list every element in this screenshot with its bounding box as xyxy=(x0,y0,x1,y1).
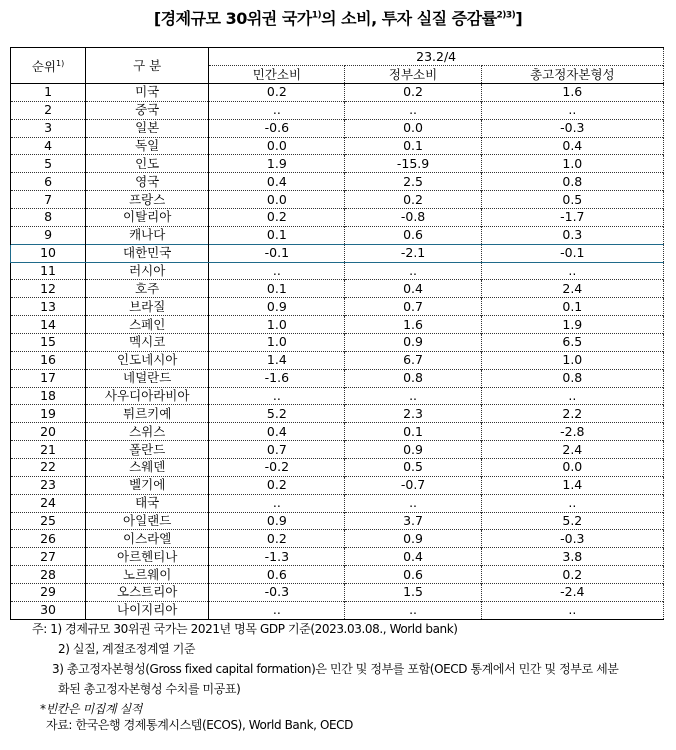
table-row xyxy=(11,334,664,352)
rank-cell: 7 xyxy=(11,191,86,209)
private-consumption-cell: 0.2 xyxy=(209,530,345,548)
gfcf-cell: -0.1 xyxy=(481,244,663,262)
country-cell: 폴란드 xyxy=(86,441,209,459)
private-consumption-cell: 0.9 xyxy=(209,512,345,530)
table-row xyxy=(11,476,664,494)
table-row xyxy=(11,226,664,244)
country-cell: 인도네시아 xyxy=(86,351,209,369)
rank-cell: 6 xyxy=(11,173,86,191)
rank-cell: 15 xyxy=(11,334,86,352)
private-consumption-cell: .. xyxy=(209,101,345,119)
government-consumption-cell: 0.2 xyxy=(345,84,481,102)
rank-cell: 22 xyxy=(11,459,86,477)
gfcf-cell: 0.5 xyxy=(481,191,663,209)
country-cell: 프랑스 xyxy=(86,191,209,209)
government-consumption-cell: 0.4 xyxy=(345,548,481,566)
header-gross-fixed-capital-formation: 총고정자본형성 xyxy=(481,66,663,84)
table-row xyxy=(11,494,664,512)
government-consumption-cell: 0.0 xyxy=(345,119,481,137)
private-consumption-cell: 1.0 xyxy=(209,334,345,352)
private-consumption-cell: 0.4 xyxy=(209,423,345,441)
government-consumption-cell: 0.2 xyxy=(345,191,481,209)
table-row xyxy=(11,137,664,155)
government-consumption-cell: .. xyxy=(345,494,481,512)
gfcf-cell: 2.4 xyxy=(481,280,663,298)
table-row xyxy=(11,280,664,298)
rank-cell: 17 xyxy=(11,369,86,387)
government-consumption-cell: 0.9 xyxy=(345,530,481,548)
private-consumption-cell: 0.1 xyxy=(209,280,345,298)
gfcf-cell: .. xyxy=(481,101,663,119)
gfcf-cell: 1.0 xyxy=(481,351,663,369)
rank-cell: 28 xyxy=(11,566,86,584)
country-cell: 스웨덴 xyxy=(86,459,209,477)
consumption-investment-table xyxy=(10,47,664,620)
government-consumption-cell: .. xyxy=(345,262,481,280)
gfcf-cell: 3.8 xyxy=(481,548,663,566)
private-consumption-cell: .. xyxy=(209,387,345,405)
table-row xyxy=(11,351,664,369)
rank-cell: 30 xyxy=(11,601,86,619)
government-consumption-cell: 3.7 xyxy=(345,512,481,530)
private-consumption-cell: 0.2 xyxy=(209,84,345,102)
page-title xyxy=(0,6,676,29)
government-consumption-cell: 0.8 xyxy=(345,369,481,387)
government-consumption-cell: 0.9 xyxy=(345,441,481,459)
country-cell: 영국 xyxy=(86,173,209,191)
government-consumption-cell: .. xyxy=(345,601,481,619)
private-consumption-cell: -1.3 xyxy=(209,548,345,566)
private-consumption-cell: 0.9 xyxy=(209,298,345,316)
country-cell: 미국 xyxy=(86,84,209,102)
government-consumption-cell: -0.7 xyxy=(345,476,481,494)
country-cell: 브라질 xyxy=(86,298,209,316)
table-row xyxy=(11,244,664,262)
country-cell: 노르웨이 xyxy=(86,566,209,584)
gfcf-cell: .. xyxy=(481,601,663,619)
rank-cell: 13 xyxy=(11,298,86,316)
country-cell: 네덜란드 xyxy=(86,369,209,387)
rank-cell: 19 xyxy=(11,405,86,423)
table-row xyxy=(11,84,664,102)
rank-cell: 25 xyxy=(11,512,86,530)
table-row xyxy=(11,512,664,530)
private-consumption-cell: .. xyxy=(209,494,345,512)
private-consumption-cell: 1.9 xyxy=(209,155,345,173)
private-consumption-cell: 5.2 xyxy=(209,405,345,423)
country-cell: 이스라엘 xyxy=(86,530,209,548)
gfcf-cell: -1.7 xyxy=(481,209,663,227)
gfcf-cell: -0.3 xyxy=(481,530,663,548)
country-cell: 벨기에 xyxy=(86,476,209,494)
government-consumption-cell: 0.5 xyxy=(345,459,481,477)
country-cell: 독일 xyxy=(86,137,209,155)
country-cell: 호주 xyxy=(86,280,209,298)
private-consumption-cell: 0.0 xyxy=(209,191,345,209)
rank-cell: 29 xyxy=(11,584,86,602)
private-consumption-cell: -1.6 xyxy=(209,369,345,387)
gfcf-cell: .. xyxy=(481,262,663,280)
gfcf-cell: 2.4 xyxy=(481,441,663,459)
gfcf-cell: 1.0 xyxy=(481,155,663,173)
header-private-consumption: 민간소비 xyxy=(209,66,345,84)
private-consumption-cell: 0.7 xyxy=(209,441,345,459)
government-consumption-cell: .. xyxy=(345,101,481,119)
rank-cell: 9 xyxy=(11,226,86,244)
country-cell: 튀르키예 xyxy=(86,405,209,423)
rank-cell: 4 xyxy=(11,137,86,155)
government-consumption-cell: 0.7 xyxy=(345,298,481,316)
table-row xyxy=(11,566,664,584)
private-consumption-cell: -0.1 xyxy=(209,244,345,262)
rank-cell: 26 xyxy=(11,530,86,548)
rank-cell: 11 xyxy=(11,262,86,280)
country-cell: 사우디아라비아 xyxy=(86,387,209,405)
country-cell: 태국 xyxy=(86,494,209,512)
table-row xyxy=(11,387,664,405)
title-text-3: ] xyxy=(515,9,523,28)
country-cell: 나이지리아 xyxy=(86,601,209,619)
gfcf-cell: 0.3 xyxy=(481,226,663,244)
rank-cell: 14 xyxy=(11,316,86,334)
gfcf-cell: .. xyxy=(481,387,663,405)
private-consumption-cell: 1.4 xyxy=(209,351,345,369)
rank-cell: 21 xyxy=(11,441,86,459)
table-row xyxy=(11,441,664,459)
country-cell: 중국 xyxy=(86,101,209,119)
private-consumption-cell: 0.2 xyxy=(209,209,345,227)
rank-cell: 27 xyxy=(11,548,86,566)
country-cell: 일본 xyxy=(86,119,209,137)
gfcf-cell: 0.8 xyxy=(481,173,663,191)
country-cell: 캐나다 xyxy=(86,226,209,244)
government-consumption-cell: -2.1 xyxy=(345,244,481,262)
government-consumption-cell: 2.3 xyxy=(345,405,481,423)
rank-cell: 2 xyxy=(11,101,86,119)
header-government-consumption: 정부소비 xyxy=(345,66,481,84)
footnote-3-continued: 화된 총고정자본형성 수치를 미공표) xyxy=(58,682,241,696)
government-consumption-cell: 1.6 xyxy=(345,316,481,334)
title-text-2: 의 소비, 투자 실질 증감률 xyxy=(321,9,497,28)
rank-cell: 12 xyxy=(11,280,86,298)
header-period: 23.2/4 xyxy=(209,48,664,66)
private-consumption-cell: -0.3 xyxy=(209,584,345,602)
table-row xyxy=(11,119,664,137)
government-consumption-cell: 6.7 xyxy=(345,351,481,369)
title-footnote-ref-1: 1) xyxy=(311,10,322,21)
gfcf-cell: 1.4 xyxy=(481,476,663,494)
country-cell: 스위스 xyxy=(86,423,209,441)
source-note: 자료: 한국은행 경제통계시스템(ECOS), World Bank, OECD xyxy=(46,718,354,732)
header-rank-label: 순위 xyxy=(31,59,57,75)
table-row xyxy=(11,369,664,387)
title-footnote-ref-2: 2)3) xyxy=(496,10,516,21)
government-consumption-cell: 0.4 xyxy=(345,280,481,298)
table-row xyxy=(11,101,664,119)
table-row xyxy=(11,209,664,227)
gfcf-cell: 1.9 xyxy=(481,316,663,334)
government-consumption-cell: 2.5 xyxy=(345,173,481,191)
government-consumption-cell: 1.5 xyxy=(345,584,481,602)
country-cell: 아르헨티나 xyxy=(86,548,209,566)
private-consumption-cell: 0.6 xyxy=(209,566,345,584)
table-row xyxy=(11,173,664,191)
country-cell: 러시아 xyxy=(86,262,209,280)
gfcf-cell: -2.4 xyxy=(481,584,663,602)
table-row xyxy=(11,601,664,619)
rank-cell: 20 xyxy=(11,423,86,441)
government-consumption-cell: 0.1 xyxy=(345,137,481,155)
government-consumption-cell: -0.8 xyxy=(345,209,481,227)
blank-cell-note: *빈칸은 미집계 실적 xyxy=(40,702,142,716)
rank-cell: 5 xyxy=(11,155,86,173)
table-row xyxy=(11,262,664,280)
rank-cell: 23 xyxy=(11,476,86,494)
table-row xyxy=(11,423,664,441)
rank-cell: 18 xyxy=(11,387,86,405)
rank-cell: 24 xyxy=(11,494,86,512)
country-cell: 멕시코 xyxy=(86,334,209,352)
private-consumption-cell: .. xyxy=(209,262,345,280)
gfcf-cell: 6.5 xyxy=(481,334,663,352)
government-consumption-cell: 0.1 xyxy=(345,423,481,441)
gfcf-cell: -2.8 xyxy=(481,423,663,441)
rank-cell: 10 xyxy=(11,244,86,262)
header-category: 구 분 xyxy=(86,48,209,84)
private-consumption-cell: 0.2 xyxy=(209,476,345,494)
private-consumption-cell: .. xyxy=(209,601,345,619)
table-row xyxy=(11,405,664,423)
country-cell: 대한민국 xyxy=(86,244,209,262)
rank-cell: 8 xyxy=(11,209,86,227)
gfcf-cell: -0.3 xyxy=(481,119,663,137)
government-consumption-cell: .. xyxy=(345,387,481,405)
gfcf-cell: 0.2 xyxy=(481,566,663,584)
table-row xyxy=(11,548,664,566)
rank-cell: 1 xyxy=(11,84,86,102)
gfcf-cell: 0.4 xyxy=(481,137,663,155)
private-consumption-cell: 0.1 xyxy=(209,226,345,244)
country-cell: 오스트리아 xyxy=(86,584,209,602)
gfcf-cell: 0.1 xyxy=(481,298,663,316)
table-row xyxy=(11,530,664,548)
rank-cell: 16 xyxy=(11,351,86,369)
footnote-1: 주: 1) 경제규모 30위권 국가는 2021년 명목 GDP 기준(2023.03.08., World bank) xyxy=(32,622,458,636)
gfcf-cell: 1.6 xyxy=(481,84,663,102)
government-consumption-cell: 0.6 xyxy=(345,566,481,584)
government-consumption-cell: 0.9 xyxy=(345,334,481,352)
country-cell: 아일랜드 xyxy=(86,512,209,530)
private-consumption-cell: -0.2 xyxy=(209,459,345,477)
private-consumption-cell: 0.4 xyxy=(209,173,345,191)
table-body xyxy=(11,84,664,620)
gfcf-cell: .. xyxy=(481,494,663,512)
table-row xyxy=(11,584,664,602)
gfcf-cell: 0.8 xyxy=(481,369,663,387)
footnote-2: 2) 실질, 계절조정계열 기준 xyxy=(58,642,196,656)
table-row xyxy=(11,191,664,209)
country-cell: 이탈리아 xyxy=(86,209,209,227)
table-row xyxy=(11,459,664,477)
government-consumption-cell: -15.9 xyxy=(345,155,481,173)
gfcf-cell: 5.2 xyxy=(481,512,663,530)
private-consumption-cell: 1.0 xyxy=(209,316,345,334)
table-row xyxy=(11,316,664,334)
country-cell: 인도 xyxy=(86,155,209,173)
table-row xyxy=(11,155,664,173)
title-text: [경제규모 30위권 국가 xyxy=(153,9,312,28)
header-rank-footnote: 1) xyxy=(56,58,65,68)
private-consumption-cell: 0.0 xyxy=(209,137,345,155)
footnote-3: 3) 총고정자본형성(Gross fixed capital formation)은 민간 및 정부를 포함(OECD 통계에서 민간 및 정부로 세분 xyxy=(52,662,619,676)
gfcf-cell: 0.0 xyxy=(481,459,663,477)
header-rank xyxy=(11,48,86,84)
table-row xyxy=(11,298,664,316)
government-consumption-cell: 0.6 xyxy=(345,226,481,244)
gfcf-cell: 2.2 xyxy=(481,405,663,423)
private-consumption-cell: -0.6 xyxy=(209,119,345,137)
rank-cell: 3 xyxy=(11,119,86,137)
country-cell: 스페인 xyxy=(86,316,209,334)
